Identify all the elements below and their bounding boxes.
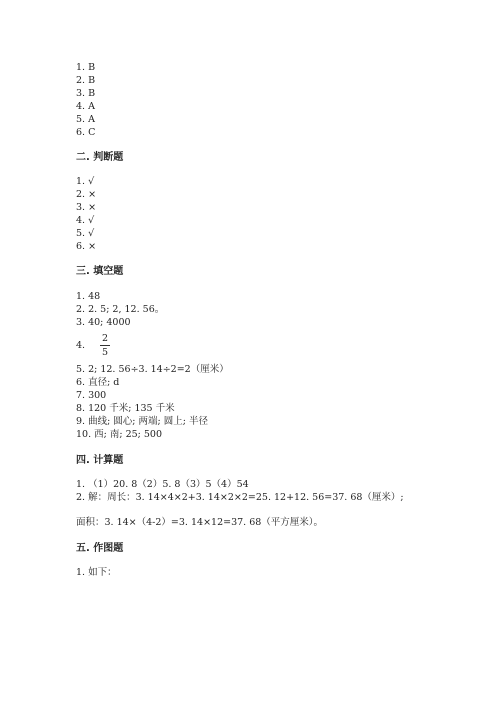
- answer-line: 1. 如下：: [76, 567, 117, 578]
- section-heading-drawing: 五. 作图题: [76, 543, 124, 554]
- answer-line: 4.: [76, 340, 86, 351]
- answer-line: 6. 直径; d: [76, 377, 120, 388]
- answer-line: 2. 2. 5; 2, 12. 56。: [76, 304, 165, 315]
- answer-line: 1. （1）20. 8（2）5. 8（3）5（4）54: [76, 479, 249, 490]
- fraction-denominator: 5: [101, 347, 109, 358]
- answer-line: 6. ×: [76, 241, 97, 252]
- answer-line: 8. 120 千米; 135 千米: [76, 403, 175, 414]
- answer-line: 2. B: [76, 75, 96, 86]
- answer-line: 1. B: [76, 62, 96, 73]
- answer-line: 5. √: [76, 228, 95, 239]
- fraction-bar: [100, 345, 110, 346]
- section-heading-fill-blank: 三. 填空题: [76, 266, 124, 277]
- section-heading-calculation: 四. 计算题: [76, 455, 124, 466]
- answer-line: 5. 2; 12. 56÷3. 14÷2=2（厘米）: [76, 364, 229, 375]
- answer-line: 9. 曲线; 圆心; 两端; 圆上; 半径: [76, 416, 208, 427]
- fraction: [100, 333, 110, 358]
- answer-line: 7. 300: [76, 390, 107, 401]
- answer-line: 6. C: [76, 127, 96, 138]
- answer-line: 1. √: [76, 176, 95, 187]
- answer-line: 3. ×: [76, 202, 97, 213]
- section-heading-judgement: 二. 判断题: [76, 152, 124, 163]
- answer-line: 2. ×: [76, 189, 97, 200]
- answer-line: 5. A: [76, 114, 95, 125]
- answer-line: 面积：3. 14×（4-2）=3. 14×12=37. 68（平方厘米）。: [76, 517, 324, 528]
- answer-line: 3. B: [76, 88, 96, 99]
- answer-line: 4. A: [76, 101, 95, 112]
- answer-line: 2. 解：周长：3. 14×4×2+3. 14×2×2=25. 12+12. 56=37. 68（厘米）;: [76, 492, 404, 503]
- answer-line: 1. 48: [76, 291, 101, 302]
- fraction-numerator: 2: [101, 333, 109, 344]
- answer-line: 3. 40; 4000: [76, 317, 131, 328]
- answer-line: 10. 西; 南; 25; 500: [76, 429, 163, 440]
- answer-line: 4. √: [76, 215, 95, 226]
